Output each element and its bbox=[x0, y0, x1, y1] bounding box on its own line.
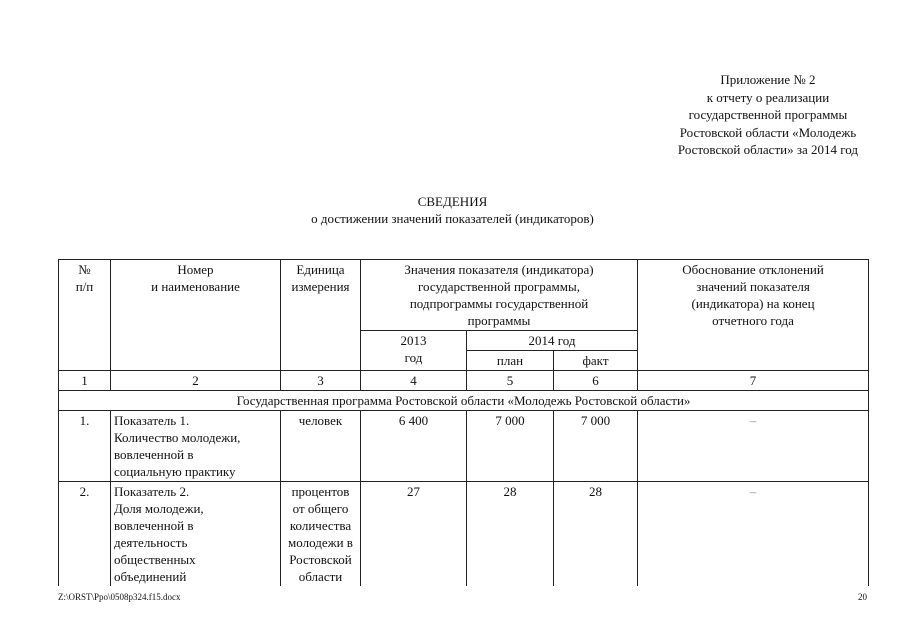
appendix-line: Приложение № 2 bbox=[720, 72, 816, 87]
column-numbers-row bbox=[59, 371, 869, 391]
row-name-line: объединений bbox=[114, 569, 187, 584]
section-title: Государственная программа Ростовской области «Молодежь Ростовской области» bbox=[59, 391, 869, 411]
row-unit-line: количества bbox=[289, 518, 352, 533]
row-unit-line: процентов bbox=[291, 484, 350, 499]
row-name-line: социальную практику bbox=[114, 464, 236, 479]
header-text: Номер bbox=[177, 262, 214, 277]
appendix-line: к отчету о реализации bbox=[706, 89, 830, 105]
column-number: 7 bbox=[638, 371, 869, 391]
header-plan: план bbox=[467, 351, 554, 371]
column-number: 6 bbox=[554, 371, 638, 391]
appendix-block bbox=[678, 71, 858, 159]
row-unit-line: области bbox=[298, 569, 343, 584]
header-row bbox=[59, 260, 869, 331]
row-unit-line: Ростовской bbox=[289, 552, 352, 567]
header-unit bbox=[281, 260, 361, 371]
column-number: 2 bbox=[111, 371, 281, 391]
row-value-2013: 27 bbox=[361, 482, 467, 587]
header-text: программы bbox=[467, 313, 531, 328]
header-text: отчетного года bbox=[712, 313, 794, 328]
row-name-line: Количество молодежи, bbox=[114, 430, 241, 445]
row-name-line: Доля молодежи, bbox=[114, 501, 204, 516]
header-text: (индикатора) на конец bbox=[691, 296, 815, 311]
row-value-plan: 28 bbox=[467, 482, 554, 587]
row-name bbox=[111, 482, 281, 587]
column-number: 5 bbox=[467, 371, 554, 391]
row-value-fact: 7 000 bbox=[554, 411, 638, 482]
appendix-line: государственной программы bbox=[688, 107, 848, 122]
appendix-line: Ростовской области «Молодежь bbox=[679, 124, 857, 140]
row-name-line: Показатель 1. bbox=[114, 413, 190, 428]
heading-title: СВЕДЕНИЯ bbox=[417, 194, 488, 209]
header-text: и наименование bbox=[151, 279, 240, 294]
header-2013 bbox=[361, 331, 467, 371]
header-justification bbox=[638, 260, 869, 371]
header-text: № bbox=[78, 262, 91, 277]
row-unit bbox=[281, 411, 361, 482]
column-number: 3 bbox=[281, 371, 361, 391]
document-heading bbox=[0, 193, 905, 227]
header-num bbox=[59, 260, 111, 371]
row-num: 1. bbox=[59, 411, 111, 482]
column-number: 1 bbox=[59, 371, 111, 391]
row-name-line: Показатель 2. bbox=[114, 484, 190, 499]
header-text: государственной программы, bbox=[418, 279, 580, 294]
row-value-plan: 7 000 bbox=[467, 411, 554, 482]
row-value-fact: 28 bbox=[554, 482, 638, 587]
footer-file-path: Z:\ORST\Ppo\0508p324.f15.docx bbox=[58, 592, 181, 602]
header-text: 2013 bbox=[400, 333, 427, 348]
header-text: Значения показателя (индикатора) bbox=[404, 262, 594, 277]
row-name-line: общественных bbox=[114, 552, 196, 567]
row-name bbox=[111, 411, 281, 482]
row-unit bbox=[281, 482, 361, 587]
header-text: значений показателя bbox=[696, 279, 810, 294]
row-justification: – bbox=[638, 411, 869, 482]
column-number: 4 bbox=[361, 371, 467, 391]
row-unit-line: молодежи в bbox=[288, 535, 353, 550]
heading-subtitle: о достижении значений показателей (индикаторов) bbox=[311, 211, 594, 226]
row-unit-line: от общего bbox=[292, 501, 349, 516]
section-row bbox=[59, 391, 869, 411]
header-text: п/п bbox=[75, 279, 94, 294]
header-text: Обоснование отклонений bbox=[682, 262, 824, 277]
header-2014: 2014 год bbox=[467, 331, 638, 351]
header-text: год bbox=[404, 350, 423, 365]
row-name-line: деятельность bbox=[114, 535, 188, 550]
header-text: измерения bbox=[291, 279, 350, 294]
footer-page-number: 20 bbox=[858, 592, 867, 602]
row-value-2013: 6 400 bbox=[361, 411, 467, 482]
table-row bbox=[59, 482, 869, 587]
appendix-line: Ростовской области» за 2014 год bbox=[677, 142, 858, 157]
header-values bbox=[361, 260, 638, 331]
row-name-line: вовлеченной в bbox=[114, 518, 194, 533]
header-text: Единица bbox=[296, 262, 345, 277]
header-text: подпрограммы государственной bbox=[409, 296, 589, 311]
row-justification: – bbox=[638, 482, 869, 587]
header-name bbox=[111, 260, 281, 371]
row-num: 2. bbox=[59, 482, 111, 587]
table-row bbox=[59, 411, 869, 482]
indicators-table bbox=[58, 259, 869, 586]
row-name-line: вовлеченной в bbox=[114, 447, 194, 462]
header-fact: факт bbox=[554, 351, 638, 371]
row-unit-line: человек bbox=[298, 413, 343, 428]
